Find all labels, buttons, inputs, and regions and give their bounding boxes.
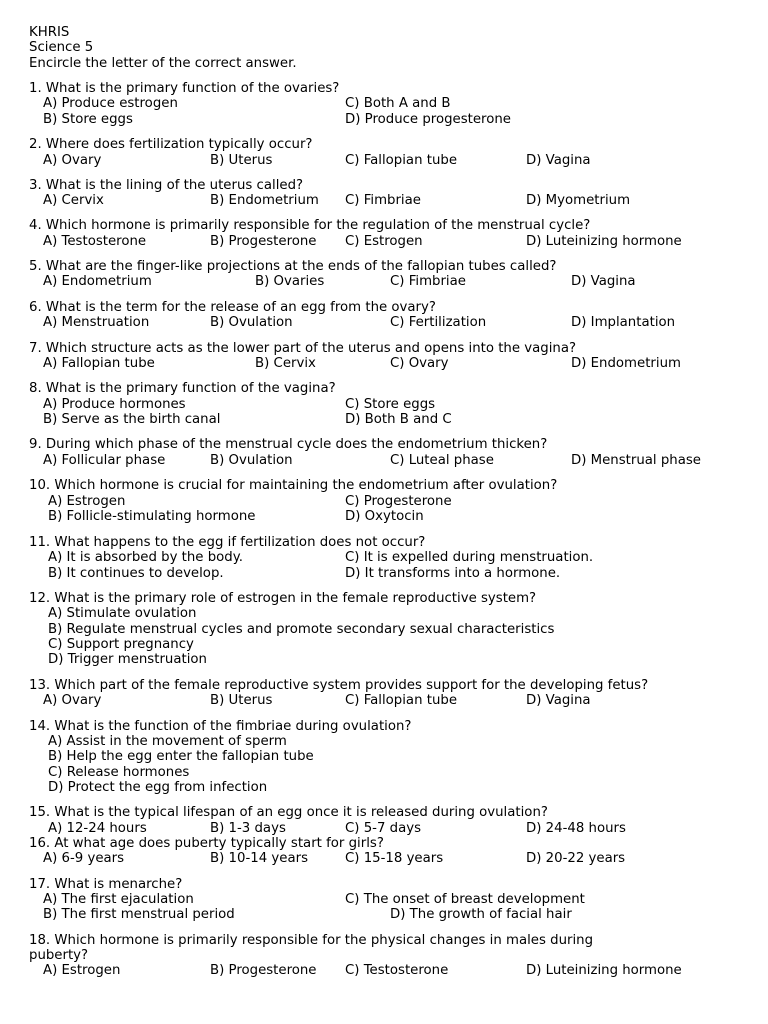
question-4-choice-a[interactable]: A) Testosterone xyxy=(43,234,147,249)
question-8-choice-b[interactable]: B) Serve as the birth canal xyxy=(43,412,221,427)
question-3-stem: 3. What is the lining of the uterus called? xyxy=(29,178,304,193)
question-14-choice-c[interactable]: C) Release hormones xyxy=(48,765,190,780)
question-3-choice-c[interactable]: C) Fimbriae xyxy=(345,193,421,208)
question-6-choice-d[interactable]: D) Implantation xyxy=(571,315,676,330)
question-2-choice-b[interactable]: B) Uterus xyxy=(210,153,273,168)
question-1-choice-c[interactable]: C) Both A and B xyxy=(345,96,451,111)
question-15-choice-a[interactable]: A) 12-24 hours xyxy=(48,821,147,836)
question-18-choice-a[interactable]: A) Estrogen xyxy=(43,963,121,978)
question-6-stem: 6. What is the term for the release of an egg from the ovary? xyxy=(29,300,436,315)
question-1-choice-a[interactable]: A) Produce estrogen xyxy=(43,96,178,111)
question-7-choice-b[interactable]: B) Cervix xyxy=(255,356,316,371)
question-7-choice-c[interactable]: C) Ovary xyxy=(390,356,449,371)
question-1-choice-b[interactable]: B) Store eggs xyxy=(43,112,133,127)
question-14-choice-d[interactable]: D) Protect the egg from infection xyxy=(48,780,268,795)
question-6-choice-b[interactable]: B) Ovulation xyxy=(210,315,293,330)
question-3-choice-d[interactable]: D) Myometrium xyxy=(526,193,631,208)
question-5-choice-b[interactable]: B) Ovaries xyxy=(255,274,325,289)
question-9-choice-c[interactable]: C) Luteal phase xyxy=(390,453,494,468)
question-13-choice-a[interactable]: A) Ovary xyxy=(43,693,102,708)
question-5-choice-a[interactable]: A) Endometrium xyxy=(43,274,152,289)
question-2-stem: 2. Where does fertilization typically occur? xyxy=(29,137,313,152)
question-6-choice-c[interactable]: C) Fertilization xyxy=(390,315,487,330)
question-18-choice-c[interactable]: C) Testosterone xyxy=(345,963,449,978)
question-4-stem: 4. Which hormone is primarily responsible for the regulation of the menstrual cycle? xyxy=(29,218,591,233)
question-4-choice-d[interactable]: D) Luteinizing hormone xyxy=(526,234,682,249)
question-17-choice-a[interactable]: A) The first ejaculation xyxy=(43,892,194,907)
question-2-choice-c[interactable]: C) Fallopian tube xyxy=(345,153,457,168)
question-9-choice-b[interactable]: B) Ovulation xyxy=(210,453,293,468)
question-18-stem: 18. Which hormone is primarily responsible for the physical changes in males during xyxy=(29,933,594,948)
question-3-choice-b[interactable]: B) Endometrium xyxy=(210,193,319,208)
question-8-stem: 8. What is the primary function of the vagina? xyxy=(29,381,336,396)
question-7-stem: 7. Which structure acts as the lower part of the uterus and opens into the vagina? xyxy=(29,341,577,356)
question-12-choice-b[interactable]: B) Regulate menstrual cycles and promote secondary sexual characteristics xyxy=(48,622,555,637)
question-12-choice-c[interactable]: C) Support pregnancy xyxy=(48,637,194,652)
question-16-choice-b[interactable]: B) 10-14 years xyxy=(210,851,308,866)
question-8-choice-c[interactable]: C) Store eggs xyxy=(345,397,436,412)
question-16-choice-c[interactable]: C) 15-18 years xyxy=(345,851,444,866)
question-3-choice-a[interactable]: A) Cervix xyxy=(43,193,104,208)
question-9-stem: 9. During which phase of the menstrual cycle does the endometrium thicken? xyxy=(29,437,548,452)
question-7-choice-a[interactable]: A) Fallopian tube xyxy=(43,356,155,371)
question-15-stem: 15. What is the typical lifespan of an egg once it is released during ovulation? xyxy=(29,805,548,820)
subject-line: Science 5 xyxy=(29,40,94,55)
question-1-choice-d[interactable]: D) Produce progesterone xyxy=(345,112,511,127)
question-15-choice-b[interactable]: B) 1-3 days xyxy=(210,821,286,836)
question-13-choice-d[interactable]: D) Vagina xyxy=(526,693,591,708)
question-14-stem: 14. What is the function of the fimbriae during ovulation? xyxy=(29,719,412,734)
question-17-choice-c[interactable]: C) The onset of breast development xyxy=(345,892,585,907)
question-11-choice-d[interactable]: D) It transforms into a hormone. xyxy=(345,566,561,581)
question-5-stem: 5. What are the finger-like projections at the ends of the fallopian tubes called? xyxy=(29,259,557,274)
question-4-choice-c[interactable]: C) Estrogen xyxy=(345,234,423,249)
question-4-choice-b[interactable]: B) Progesterone xyxy=(210,234,317,249)
question-17-stem: 17. What is menarche? xyxy=(29,877,183,892)
question-8-choice-a[interactable]: A) Produce hormones xyxy=(43,397,186,412)
question-13-choice-b[interactable]: B) Uterus xyxy=(210,693,273,708)
question-15-choice-c[interactable]: C) 5-7 days xyxy=(345,821,422,836)
question-1-stem: 1. What is the primary function of the ovaries? xyxy=(29,81,340,96)
question-10-choice-a[interactable]: A) Estrogen xyxy=(48,494,126,509)
question-13-stem: 13. Which part of the female reproductive system provides support for the developing fetus? xyxy=(29,678,649,693)
question-13-choice-c[interactable]: C) Fallopian tube xyxy=(345,693,457,708)
question-11-choice-c[interactable]: C) It is expelled during menstruation. xyxy=(345,550,594,565)
question-10-stem: 10. Which hormone is crucial for maintaining the endometrium after ovulation? xyxy=(29,478,558,493)
question-18-choice-d[interactable]: D) Luteinizing hormone xyxy=(526,963,682,978)
instructions: Encircle the letter of the correct answer. xyxy=(29,56,297,71)
question-8-choice-d[interactable]: D) Both B and C xyxy=(345,412,452,427)
question-12-stem: 12. What is the primary role of estrogen in the female reproductive system? xyxy=(29,591,537,606)
question-2-choice-d[interactable]: D) Vagina xyxy=(526,153,591,168)
question-11-choice-a[interactable]: A) It is absorbed by the body. xyxy=(48,550,243,565)
question-16-choice-a[interactable]: A) 6-9 years xyxy=(43,851,125,866)
question-11-stem: 11. What happens to the egg if fertilization does not occur? xyxy=(29,535,426,550)
question-18-stem-continued: puberty? xyxy=(29,948,89,963)
question-14-choice-a[interactable]: A) Assist in the movement of sperm xyxy=(48,734,287,749)
question-12-choice-a[interactable]: A) Stimulate ovulation xyxy=(48,606,197,621)
question-17-choice-b[interactable]: B) The first menstrual period xyxy=(43,907,235,922)
question-9-choice-d[interactable]: D) Menstrual phase xyxy=(571,453,701,468)
question-16-choice-d[interactable]: D) 20-22 years xyxy=(526,851,626,866)
question-12-choice-d[interactable]: D) Trigger menstruation xyxy=(48,652,207,667)
question-11-choice-b[interactable]: B) It continues to develop. xyxy=(48,566,224,581)
question-5-choice-d[interactable]: D) Vagina xyxy=(571,274,636,289)
question-16-stem: 16. At what age does puberty typically start for girls? xyxy=(29,836,384,851)
question-10-choice-c[interactable]: C) Progesterone xyxy=(345,494,452,509)
question-10-choice-b[interactable]: B) Follicle-stimulating hormone xyxy=(48,509,256,524)
question-7-choice-d[interactable]: D) Endometrium xyxy=(571,356,681,371)
question-2-choice-a[interactable]: A) Ovary xyxy=(43,153,102,168)
question-18-choice-b[interactable]: B) Progesterone xyxy=(210,963,317,978)
question-14-choice-b[interactable]: B) Help the egg enter the fallopian tube xyxy=(48,749,314,764)
question-9-choice-a[interactable]: A) Follicular phase xyxy=(43,453,166,468)
question-15-choice-d[interactable]: D) 24-48 hours xyxy=(526,821,626,836)
question-17-choice-d[interactable]: D) The growth of facial hair xyxy=(390,907,572,922)
student-name: KHRIS xyxy=(29,25,70,40)
question-5-choice-c[interactable]: C) Fimbriae xyxy=(390,274,466,289)
question-10-choice-d[interactable]: D) Oxytocin xyxy=(345,509,424,524)
question-6-choice-a[interactable]: A) Menstruation xyxy=(43,315,150,330)
